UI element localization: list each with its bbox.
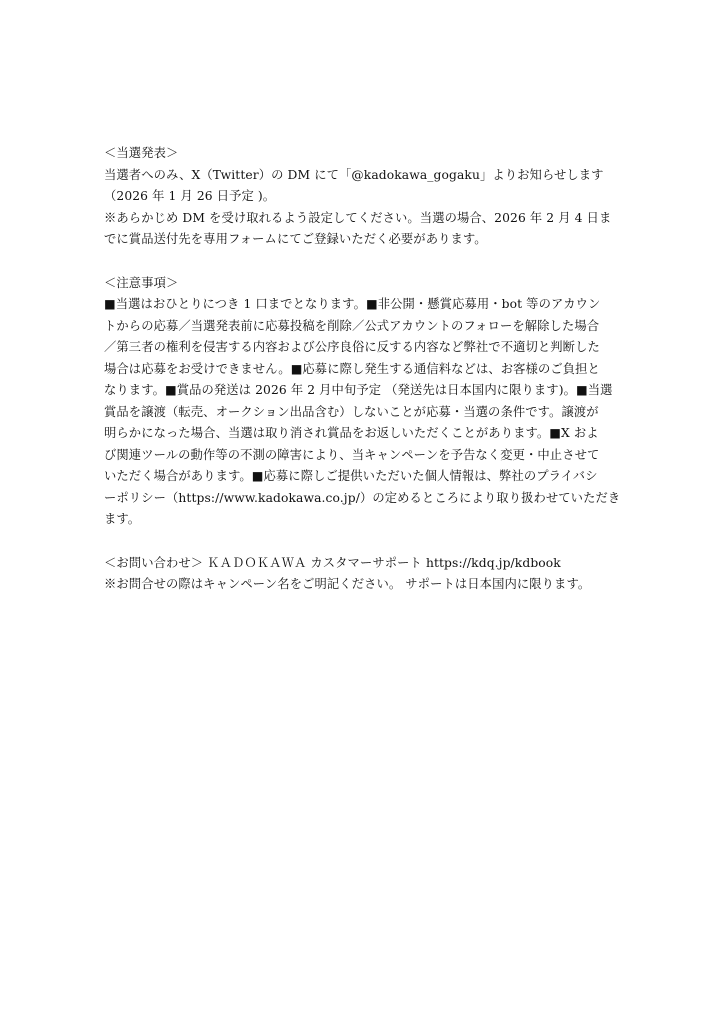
announcement-heading: ＜当選発表＞ <box>104 146 179 160</box>
announcement-line: ※あらかじめ DM を受け取れるよう設定してください。当選の場合、2026 年 2 月 4 日ま <box>104 210 612 225</box>
notes-section <box>104 273 624 531</box>
notes-line: ーポリシー（https://www.kadokawa.co.jp/）の定めるところにより取り扱わせていただき <box>104 490 621 505</box>
announcement-line: 当選者へのみ、X（Twitter）の DM にて「@kadokawa_gogaku」よりお知らせします <box>104 167 604 182</box>
contact-line <box>104 553 624 575</box>
notes-line: 明らかになった場合、当選は取り消され賞品をお返しいただくことがあります。■X およ <box>104 426 599 440</box>
document-page <box>104 143 624 618</box>
notes-line: び関連ツールの動作等の不測の障害により、当キャンペーンを予告なく変更・中止させて <box>104 447 600 462</box>
notes-line: いただく場合があります。■応募に際しご提供いただいた個人情報は、弊社のプライバシ <box>104 469 598 483</box>
notes-heading: ＜注意事項＞ <box>104 275 179 290</box>
contact-section <box>104 553 624 596</box>
notes-line: ／第三者の権利を侵害する内容および公序良俗に反する内容など弊社で不適切と判断した <box>104 340 600 354</box>
announcement-line: （2026 年 1 月 26 日予定 )。 <box>104 189 276 203</box>
support-link[interactable]: https://kdq.jp/kdbook <box>425 555 561 570</box>
notes-line: ます。 <box>104 512 141 526</box>
contact-note: ※お問合せの際はキャンペーン名をご明記ください。 サポートは日本国内に限ります。 <box>104 577 591 591</box>
notes-line: トからの応募／当選発表前に応募投稿を削除／公式アカウントのフォローを解除した場合 <box>104 318 600 333</box>
notes-line: ■当選はおひとりにつき 1 口までとなります。■非公開・懸賞応募用・bot 等のアカウン <box>104 297 601 311</box>
contact-prefix: ＜お問い合わせ＞ ＫＡＤＯＫＡＷＡ カスタマーサポート <box>104 555 426 570</box>
notes-line: 場合は応募をお受けできません。■応募に際し発生する通信料などは、お客様のご負担と <box>104 361 600 376</box>
announcement-section <box>104 143 624 251</box>
announcement-line: でに賞品送付先を専用フォームにてご登録いただく必要があります。 <box>104 232 487 246</box>
notes-line: 賞品を譲渡（転売、オークション出品含む）しないことが応募・当選の条件です。譲渡が <box>104 404 599 419</box>
notes-line: なります。■賞品の発送は 2026 年 2 月中旬予定 （発送先は日本国内に限ります)。■当選 <box>104 383 613 397</box>
